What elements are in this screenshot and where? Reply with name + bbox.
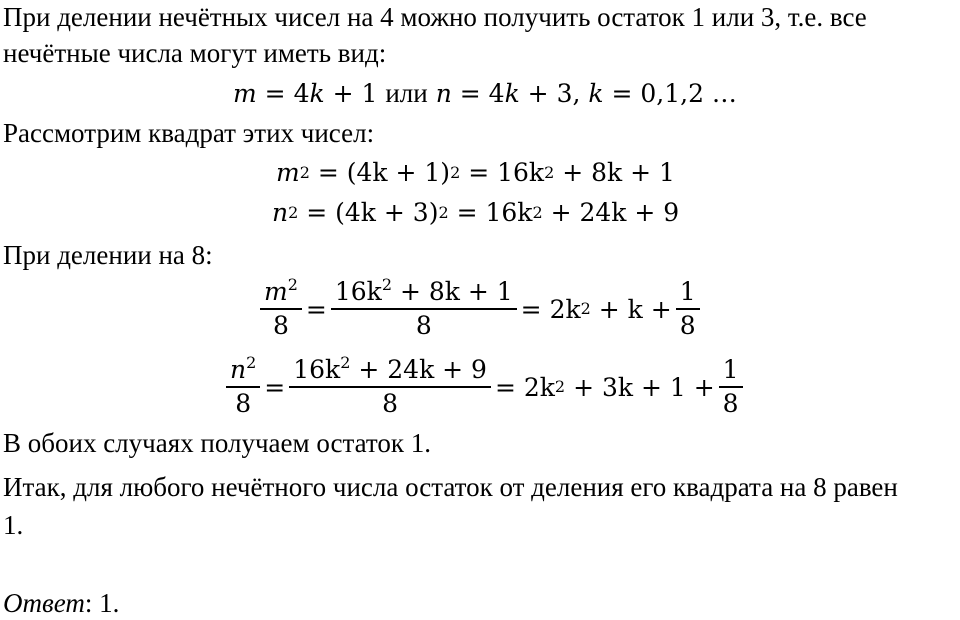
- sq2-rhs: = 16k: [456, 198, 533, 227]
- plus-3: + 3,: [527, 79, 581, 108]
- sq2-mid: = (4k + 3): [306, 198, 439, 227]
- sq1-mid: = (4k + 1): [317, 158, 451, 187]
- frac1-right: [676, 276, 700, 342]
- frac1-fnum: 1: [679, 277, 696, 306]
- frac2-rden: 8: [382, 389, 399, 418]
- sq2-lhs: n: [272, 198, 289, 227]
- frac1-res-b: + k +: [598, 294, 672, 324]
- divide-text: При делении на 8:: [3, 240, 213, 270]
- frac1-rden: 8: [415, 311, 432, 340]
- frac2-res-a: = 2k: [494, 372, 555, 402]
- var-m: m: [233, 79, 257, 108]
- frac2-fnum: 1: [722, 355, 739, 384]
- fraction-n-equation: $\frac{n^2}{8}$ = $\frac{16k^2 + 24k + 9}{8}$ = 2k 2 + 3k + 1 + $\frac{1}{8}$: [222, 354, 747, 420]
- consider-text: Рассмотрим квадрат этих чисел:: [3, 118, 375, 148]
- sq1-lhs: m: [276, 158, 300, 187]
- var-k-2: k: [504, 79, 520, 108]
- plus-1: + 1: [332, 79, 378, 108]
- frac1-left: [260, 276, 302, 342]
- eq-2: = 4: [459, 79, 505, 108]
- intro-line-1: При делении нечётных чисел на 4 можно получить остаток 1 или 3, т.е. все: [3, 2, 867, 32]
- frac2-lnum: n: [230, 355, 247, 384]
- sq2-tail: + 24k + 9: [550, 198, 680, 227]
- sq1-rhs: = 16k: [468, 158, 545, 187]
- frac2-rnum-a: 16k: [293, 355, 341, 384]
- frac1-rnum-a: 16k: [334, 277, 382, 306]
- frac2-lden: 8: [235, 389, 252, 418]
- sq1-tail: + 8k + 1: [562, 158, 675, 187]
- frac2-res-b: + 3k + 1 +: [573, 372, 715, 402]
- frac1-lden: 8: [273, 311, 289, 340]
- forms-equation: [233, 78, 737, 109]
- frac2-right: [719, 354, 743, 420]
- frac1-lnum: m: [264, 277, 288, 306]
- both-cases-text: В обоих случаях получаем остаток 1.: [3, 428, 431, 458]
- frac1-lnum-exp: 2: [287, 275, 298, 294]
- frac1-rnum-exp: 2: [381, 275, 393, 294]
- frac2-fden: 8: [722, 389, 739, 418]
- fraction-m-equation: $\frac{m^2}{8}$ = $\frac{16k^2 + 8k + 1}{8}$ = 2k 2 + k + $\frac{1}{8}$: [256, 276, 704, 342]
- var-k: k: [309, 79, 325, 108]
- frac1-fden: 8: [679, 311, 696, 340]
- frac2-rnum-b: + 24k + 9: [358, 355, 487, 384]
- answer-value: : 1.: [84, 588, 120, 618]
- frac1-res-a: = 2k: [520, 294, 581, 324]
- square-m-equation: m 2 = (4k + 1) 2 = 16k 2 + 8k + 1: [276, 158, 675, 187]
- intro-line-2: нечётные числа могут иметь вид:: [3, 38, 387, 68]
- var-n: n: [435, 79, 452, 108]
- answer-label: Ответ: [3, 588, 85, 618]
- k-range: = 0,1,2 …: [611, 79, 737, 108]
- conclusion-line-2: 1.: [3, 510, 24, 540]
- conclusion-line-1: Итак, для любого нечётного числа остаток от деления его квадрата на 8 равен: [3, 472, 898, 502]
- frac2-middle: [289, 354, 491, 420]
- frac1-middle: [331, 276, 517, 342]
- frac2-left: [226, 354, 260, 420]
- var-k-3: k: [588, 79, 604, 108]
- square-n-equation: n 2 = (4k + 3) 2 = 16k 2 + 24k + 9: [272, 198, 680, 227]
- frac2-rnum-exp: 2: [340, 353, 351, 372]
- eq-1: = 4: [264, 79, 310, 108]
- frac2-lnum-exp: 2: [246, 353, 257, 372]
- or-word: или: [385, 78, 428, 108]
- frac1-rnum-b: + 8k + 1: [399, 277, 513, 306]
